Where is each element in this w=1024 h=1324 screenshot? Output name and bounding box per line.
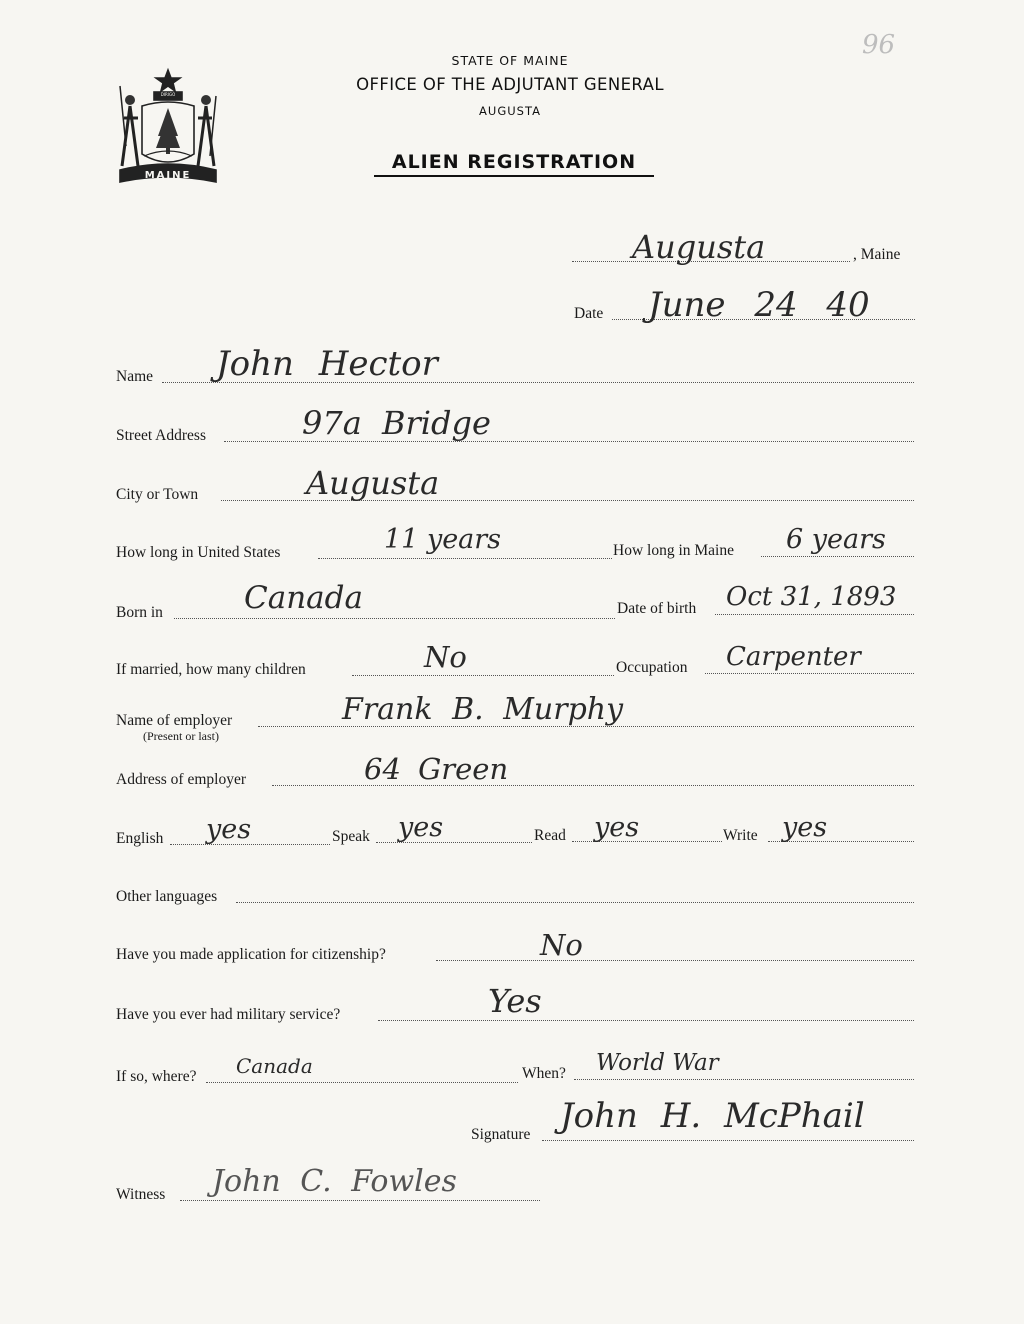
military-line [378,1020,914,1021]
citizenship-value: No [540,928,583,962]
city-label: City or Town [116,486,199,503]
other-languages-line [236,902,914,903]
born-in-value: Canada [244,580,363,616]
witness-line [180,1200,540,1201]
where-value: Canada [236,1054,313,1078]
signature-line [542,1140,914,1141]
read-value: yes [594,812,640,843]
place-value: Augusta [632,228,766,266]
military-value: Yes [488,982,542,1020]
occupation-label: Occupation [616,659,688,676]
when-line [574,1079,914,1080]
how-long-us-line [318,558,612,559]
employer-label: Name of employer [116,712,233,729]
children-value: No [424,640,467,674]
employer-address-value: 64 Green [364,752,509,786]
form-title: ALIEN REGISTRATION [374,151,654,177]
other-languages-label: Other languages [116,888,218,905]
corner-page-number: 96 [862,30,896,60]
read-label: Read [534,827,566,844]
witness-value: John C. Fowles [212,1164,457,1199]
when-label: When? [522,1065,566,1082]
signature-value: John H. McPhail [560,1096,865,1136]
write-label: Write [723,827,758,844]
date-of-birth-line [715,614,914,615]
date-value: June 24 40 [648,285,870,325]
maine-label: , Maine [853,246,901,263]
date-label: Date [574,305,604,322]
witness-label: Witness [116,1186,166,1203]
born-in-label: Born in [116,604,163,621]
header-state: STATE OF MAINE [451,53,569,68]
how-long-maine-label: How long in Maine [613,542,734,559]
where-label: If so, where? [116,1068,197,1085]
header-city: AUGUSTA [479,104,541,118]
citizenship-line [436,960,914,961]
street-address-value: 97a Bridge [302,404,491,442]
date-of-birth-value: Oct 31, 1893 [726,582,897,612]
write-value: yes [782,812,828,843]
seal-motto: DIRIGO [160,92,176,97]
occupation-value: Carpenter [726,642,861,672]
employer-value: Frank B. Murphy [342,692,624,727]
children-label: If married, how many children [116,661,306,678]
when-value: World War [596,1050,719,1076]
how-long-maine-value: 6 years [786,524,886,555]
seal-banner-text: MAINE [144,170,192,181]
born-in-line [174,618,615,619]
how-long-us-value: 11 years [384,524,502,555]
speak-label: Speak [332,828,370,845]
name-value: John Hector [216,344,438,384]
city-value: Augusta [306,464,440,502]
maine-state-seal-icon [112,66,224,194]
military-label: Have you ever had military service? [116,1006,341,1023]
employer-address-label: Address of employer [116,771,246,788]
children-line [352,675,614,676]
occupation-line [705,673,914,674]
header-office: OFFICE OF THE ADJUTANT GENERAL [356,75,664,94]
citizenship-label: Have you made application for citizenship? [116,946,386,963]
where-line [206,1082,518,1083]
employer-note: (Present or last) [143,729,219,743]
how-long-us-label: How long in United States [116,544,281,561]
name-label: Name [116,368,154,385]
street-address-label: Street Address [116,427,206,444]
english-value: yes [206,814,252,845]
how-long-maine-line [761,556,914,557]
english-label: English [116,830,164,847]
signature-label: Signature [471,1126,531,1143]
date-of-birth-label: Date of birth [617,600,697,617]
speak-value: yes [398,812,444,843]
